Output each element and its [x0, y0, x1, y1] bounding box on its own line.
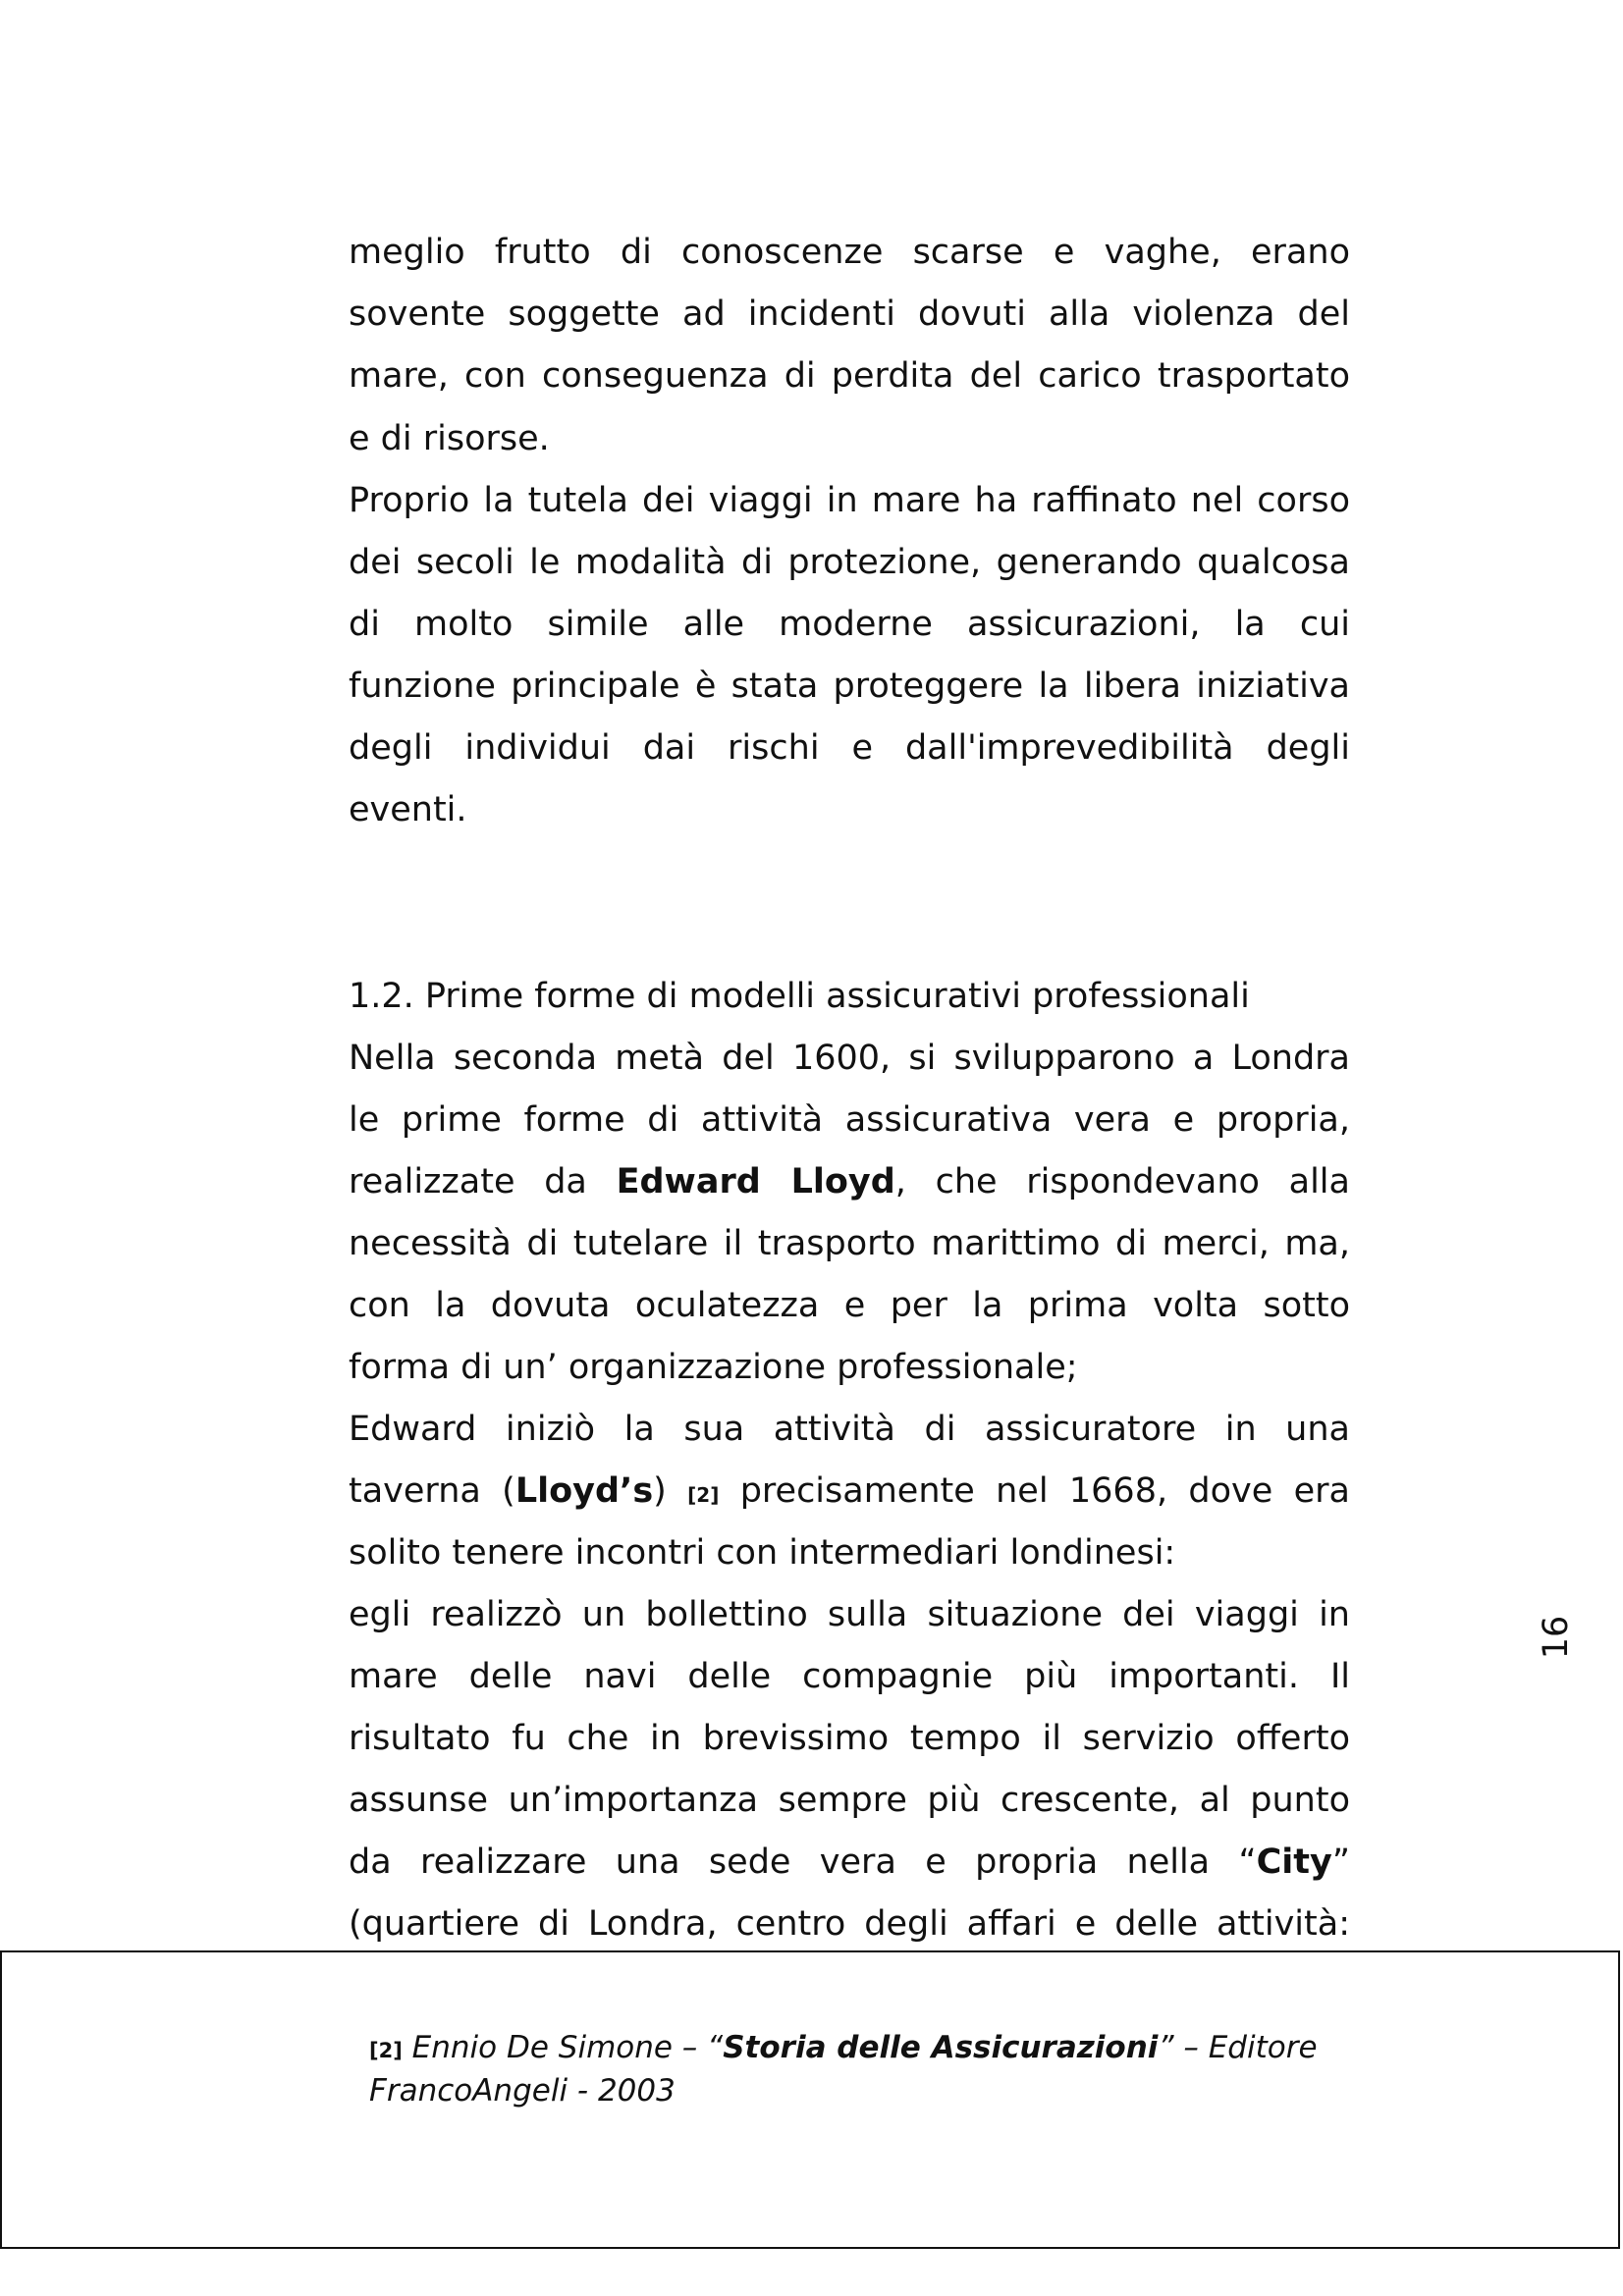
inline-text: taverna (	[349, 1471, 515, 1511]
footnote-text: ” – Editore	[1158, 2030, 1318, 2065]
body-line	[349, 1842, 1350, 1882]
body-line: forma di un’ organizzazione professionale;	[349, 1348, 1078, 1387]
footnote-line	[369, 2028, 1331, 2071]
body-line: di molto simile alle moderne assicurazioni, la cui	[349, 605, 1350, 644]
inline-text: realizzate da	[349, 1162, 617, 1201]
body-text	[349, 0, 1350, 1963]
body-line: mare, con conseguenza di perdita del carico trasportato	[349, 356, 1350, 396]
footnote-number: [2]	[369, 2039, 403, 2062]
body-line: (quartiere di Londra, centro degli affari e delle attività:	[349, 1904, 1350, 1944]
body-line: meglio frutto di conoscenze scarse e vaghe, erano	[349, 233, 1350, 272]
inline-text: da realizzare una sede vera e propria nella “	[349, 1842, 1257, 1882]
body-line: le prime forme di attività assicurativa vera e propria,	[349, 1100, 1350, 1140]
footnote-book-title: Storia delle Assicurazioni	[723, 2030, 1159, 2065]
bold-name: Lloyd’s	[514, 1471, 654, 1511]
body-line: sovente soggette ad incidenti dovuti alla violenza del	[349, 294, 1350, 334]
body-line: eventi.	[349, 790, 467, 829]
footnote-line: FrancoAngeli - 2003	[369, 2073, 676, 2109]
body-line: degli individui dai rischi e dall'imprevedibilità degli	[349, 728, 1350, 768]
bold-name: Edward Lloyd	[616, 1162, 895, 1201]
footnote-reference: [2]	[687, 1483, 720, 1507]
section-heading: 1.2. Prime forme di modelli assicurativi professionali	[349, 977, 1250, 1016]
body-line: necessità di tutelare il trasporto marittimo di merci, ma,	[349, 1224, 1350, 1263]
body-line: mare delle navi delle compagnie più importanti. Il	[349, 1657, 1350, 1696]
footnote	[369, 2028, 1331, 2111]
body-line: Nella seconda metà del 1600, si svilupparono a Londra	[349, 1039, 1350, 1078]
body-line: egli realizzò un bollettino sulla situazione dei viaggi in	[349, 1595, 1350, 1634]
body-line: Proprio la tutela dei viaggi in mare ha raffinato nel corso	[349, 481, 1350, 520]
inline-text: ”	[1331, 1842, 1350, 1882]
body-line: con la dovuta oculatezza e per la prima volta sotto	[349, 1286, 1350, 1325]
body-line	[349, 1162, 1350, 1201]
body-line: solito tenere incontri con intermediari londinesi:	[349, 1533, 1176, 1573]
body-line: risultato fu che in brevissimo tempo il servizio offerto	[349, 1719, 1350, 1758]
inline-text: , che rispondevano alla	[894, 1162, 1350, 1201]
body-line	[349, 1471, 1350, 1511]
inline-text: precisamente nel 1668, dove era	[719, 1471, 1350, 1511]
bold-name: City	[1256, 1842, 1332, 1882]
body-line: funzione principale è stata proteggere la libera iniziativa	[349, 667, 1350, 706]
body-line: assunse un’importanza sempre più crescente, al punto	[349, 1781, 1350, 1820]
body-line: dei secoli le modalità di protezione, generando qualcosa	[349, 543, 1350, 582]
body-line: Edward iniziò la sua attività di assicuratore in una	[349, 1410, 1350, 1449]
body-line: e di risorse.	[349, 419, 550, 458]
page-number: 16	[1537, 1615, 1576, 1660]
inline-text: )	[653, 1471, 688, 1511]
footnote-text: Ennio De Simone – “	[402, 2030, 724, 2065]
